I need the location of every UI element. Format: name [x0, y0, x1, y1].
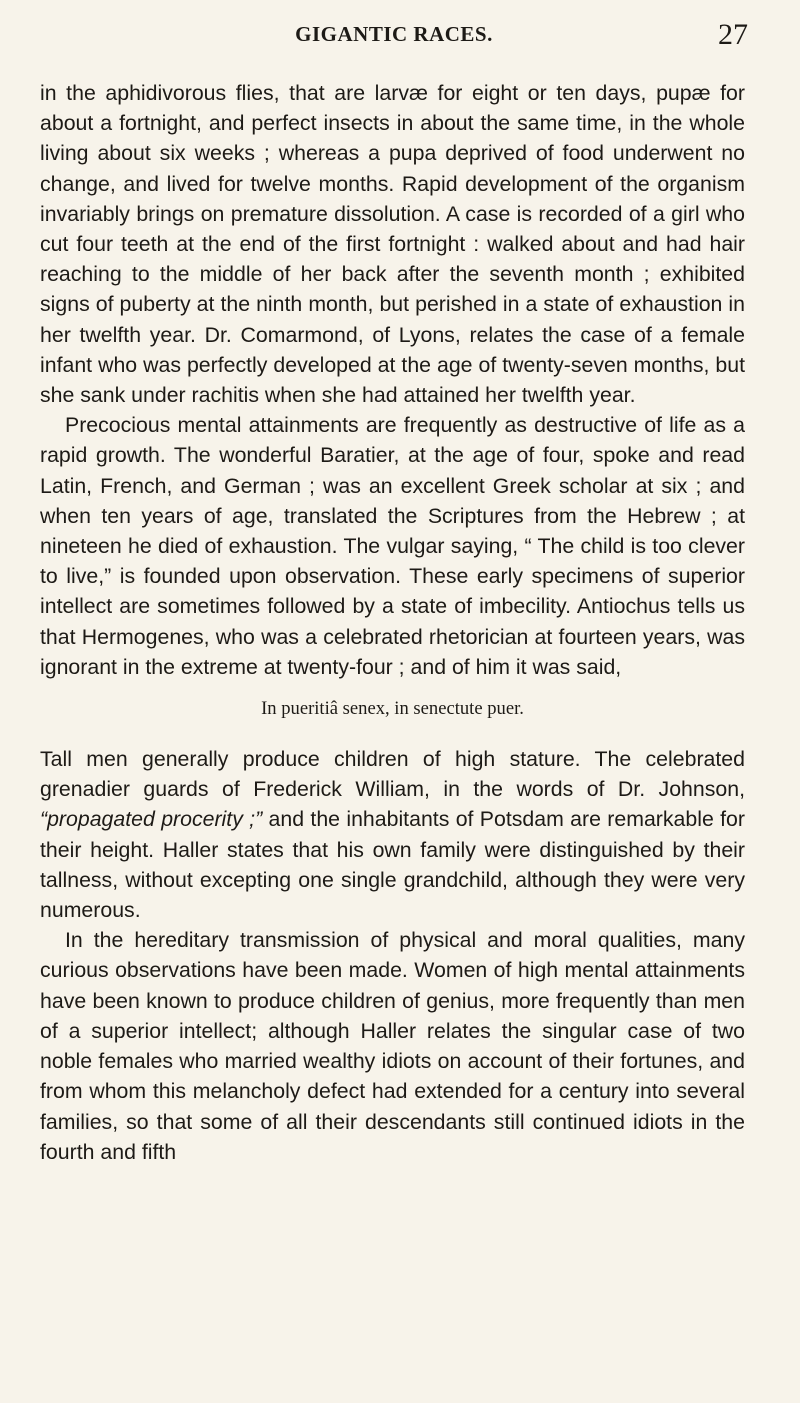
page-header	[40, 18, 748, 62]
paragraph-precocious: Precocious mental attainments are frequently as destructive of life as a rapid growth. The wonderful Baratier, at the age of four, spoke and read Latin, French, and German ; was an excellent Greek scholar at six ; and when ten years of age, translated the Scriptures from the Hebrew ; at nineteen he died of exhaustion. The vulgar saying, “ The child is too clever to live,” is founded upon observation. These early specimens of superior intellect are sometimes followed by a state of imbecility. Antiochus tells us that Hermogenes, who was a celebrated rhetorician at fourteen years, was ignorant in the extreme at twenty-four ; and of him it was said,	[40, 413, 745, 679]
latin-quote: In pueritiâ senex, in senectute puer.	[261, 698, 524, 720]
italic-phrase: “propagated procerity ;”	[40, 807, 263, 832]
paragraph-tall-men-end: and the inhabitants of Potsdam are remarkable for their height. Haller states that his own family were distinguished by their tallness, without excepting one single grandchild, although they were very numerous.	[40, 807, 745, 923]
running-head: GIGANTIC RACES.	[295, 22, 493, 46]
body-text	[40, 78, 745, 1167]
paragraph-continuation: in the aphidivorous flies, that are larvæ for eight or ten days, pupæ for about a fortnight, and perfect insects in about the same time, in the whole living about six weeks ; whereas a pupa deprived of food underwent no change, and lived for twelve months. Rapid development of the organism invariably brings on premature dissolution. A case is recorded of a girl who cut four teeth at the end of the first fortnight : walked about and had hair reaching to the middle of her back after the seventh month ; exhibited signs of puberty at the ninth month, but perished in a state of exhaustion in her twelfth year. Dr. Comarmond, of Lyons, relates the case of a female infant who was perfectly developed at the age of twenty-seven months, but she sank under rachitis when she had attained her twelfth year.	[40, 81, 745, 408]
paragraph-tall-men-start: Tall men generally produce children of high stature. The celebrated grenadier guards of Frederick William, in the words of Dr. Johnson,	[40, 747, 745, 802]
paragraph-hereditary: In the hereditary transmission of physical and moral qualities, many curious observations have been made. Women of high mental attainments have been known to produce children of genius, more frequently than men of a superior intellect; although Haller relates the singular case of two noble females who married wealthy idiots on account of their fortunes, and from whom this melancholy defect had extended for a century into several families, so that some of all their descendants still continued idiots in the fourth and fifth	[40, 928, 745, 1164]
page-number: 27	[718, 18, 748, 51]
paragraph-tall-men	[40, 744, 745, 925]
